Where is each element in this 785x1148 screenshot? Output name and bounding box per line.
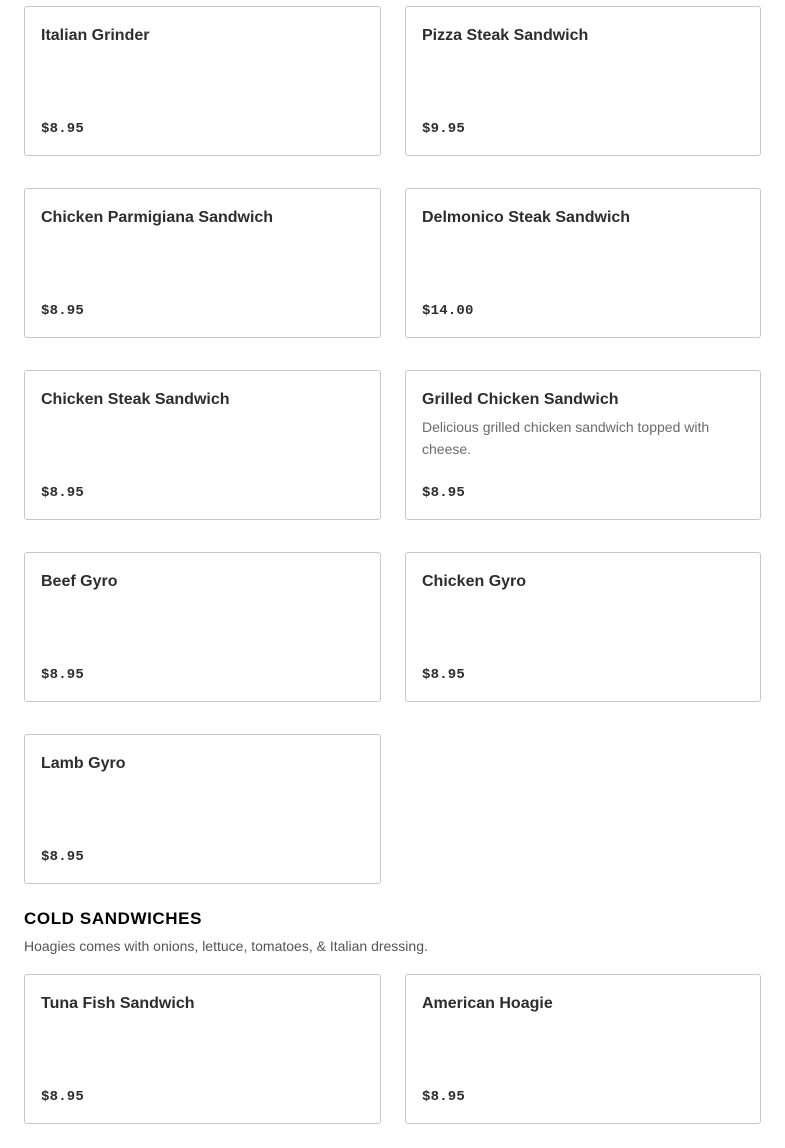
menu-item-description: Delicious grilled chicken sandwich topped with cheese.: [422, 419, 710, 457]
menu-item-name: Pizza Steak Sandwich: [422, 27, 589, 44]
menu-item-name: Delmonico Steak Sandwich: [422, 209, 631, 226]
menu-item-card[interactable]: [405, 974, 761, 1124]
menu-item-card[interactable]: [405, 188, 761, 338]
menu-item-card[interactable]: [405, 552, 761, 702]
menu-item-price: $8.95: [41, 849, 85, 865]
menu-item-name: Chicken Parmigiana Sandwich: [41, 209, 274, 226]
section-description: Hoagies comes with onions, lettuce, tomatoes, & Italian dressing.: [24, 938, 428, 954]
menu-item-price: $8.95: [41, 303, 85, 319]
menu-item-card[interactable]: [405, 6, 761, 156]
menu-item-price: $8.95: [422, 485, 466, 501]
menu-item-price: $8.95: [41, 485, 85, 501]
menu-item-name: Tuna Fish Sandwich: [41, 995, 195, 1012]
menu-item-name: Lamb Gyro: [41, 755, 126, 772]
menu-item-name: American Hoagie: [422, 995, 553, 1012]
section-title: COLD SANDWICHES: [24, 909, 203, 928]
menu-item-price: $8.95: [41, 1089, 85, 1105]
menu-item-card[interactable]: [405, 370, 761, 520]
cold-items-grid: [24, 974, 761, 1124]
menu-item-price: $8.95: [422, 1089, 466, 1105]
cold-sandwiches-section-header: [24, 908, 761, 955]
menu-item-price: $8.95: [422, 667, 466, 683]
menu-item-card[interactable]: [24, 188, 381, 338]
menu-item-price: $8.95: [41, 667, 85, 683]
menu-item-name: Chicken Steak Sandwich: [41, 391, 230, 408]
menu-item-price: $9.95: [422, 121, 466, 137]
menu-item-name: Chicken Gyro: [422, 573, 527, 590]
menu-item-name: Italian Grinder: [41, 27, 150, 44]
menu-item-card[interactable]: [24, 734, 381, 884]
menu-item-card[interactable]: [24, 6, 381, 156]
menu-item-card[interactable]: [24, 370, 381, 520]
menu-item-card[interactable]: [24, 974, 381, 1124]
hot-items-grid: [24, 6, 761, 884]
menu-item-price: $14.00: [422, 303, 474, 319]
menu-item-price: $8.95: [41, 121, 85, 137]
menu-item-card[interactable]: [24, 552, 381, 702]
menu-item-name: Beef Gyro: [41, 573, 118, 590]
menu-item-name: Grilled Chicken Sandwich: [422, 391, 619, 408]
